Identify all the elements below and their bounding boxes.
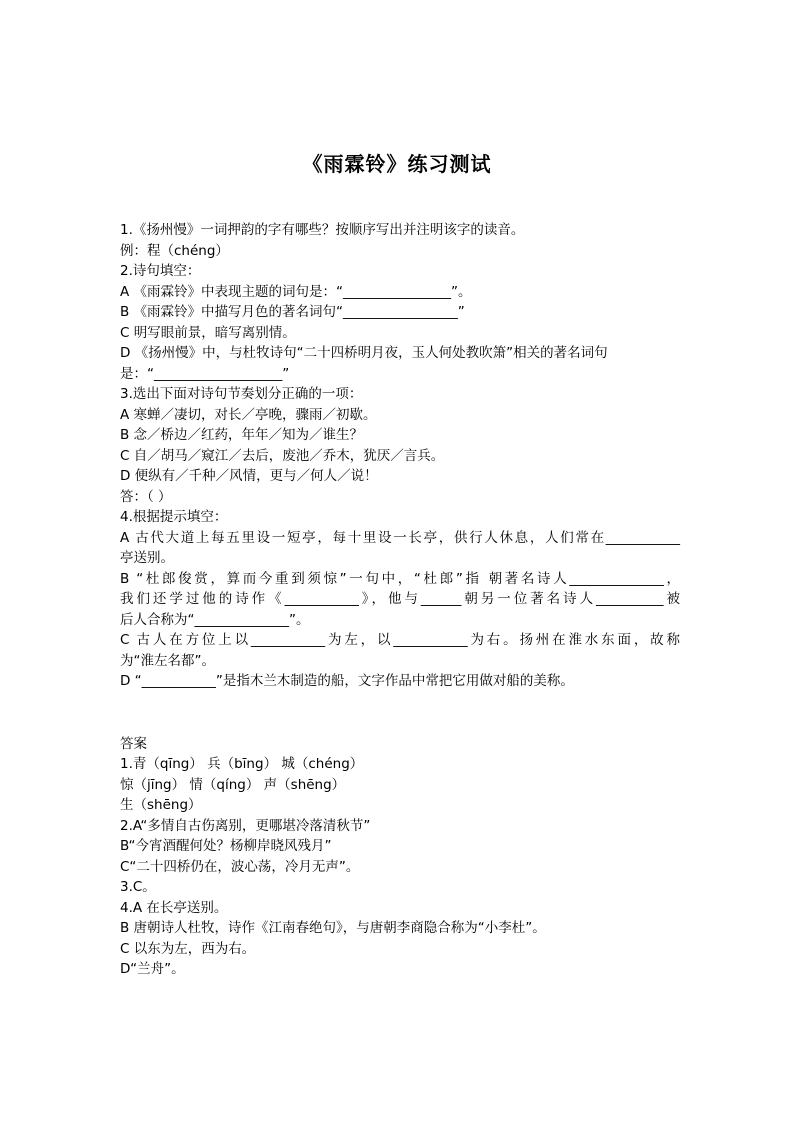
question-2-c: C 明写眼前景，暗写离别情。 [120, 324, 296, 341]
question-2-a: A 《雨霖铃》中表现主题的词句是：“________________”。 [120, 283, 472, 300]
question-3-answer: 答：（ ） [120, 488, 172, 505]
question-3-d: D 便纵有／千种／风情，更与／何人／说！ [120, 468, 378, 484]
question-3-b: B 念／桥边／红药，年年／知为／谁生？ [120, 427, 364, 443]
answer-4-c: C 以东为左，西为右。 [120, 940, 256, 957]
answer-4-b: B 唐朝诗人杜牧，诗作《江南春绝句》，与唐朝李商隐合称为“小李杜”。 [120, 920, 546, 936]
question-4: 4.根据提示填空： [120, 509, 228, 525]
answer-4-a: 4.A 在长亭送别。 [120, 899, 228, 916]
answer-4-d: D“兰舟”。 [120, 961, 185, 977]
section-spacer [120, 692, 680, 734]
answer-1-line-1: 1.青（qīng） 兵（bīng） 城（chéng） [120, 756, 364, 772]
answer-1-line-3: 生（shēng） [120, 797, 202, 813]
question-4-c-line-2: 为“淮左名都”。 [120, 652, 215, 669]
question-4-a-line-1: A 古代大道上每五里设一短亭，每十里设一长亭，供行人休息，人们常在___________ [120, 529, 680, 546]
question-3-a: A 寒蝉／凄切，对长／亭晚，骤雨／初歇。 [120, 406, 377, 423]
answer-2-c: C“二十四桥仍在，波心荡，冷月无声”。 [120, 858, 360, 875]
question-4-b-line-3: 后人合称为“______________”。 [120, 611, 310, 628]
question-2-b: B 《雨霖铃》中描写月色的著名词句“_________________” [120, 304, 465, 320]
question-2: 2.诗句填空： [120, 263, 201, 279]
question-4-c-line-1: C 古人在方位上以___________为左，以___________为右。扬州在淮水东面，故称 [120, 632, 680, 648]
answer-3: 3.C。 [120, 879, 156, 895]
question-4-b-line-1: B “杜郎俊赏，算而今重到须惊”一句中，“杜郎”指 朝著名诗人______________， [120, 570, 680, 587]
document-body [120, 220, 680, 980]
answer-2-a: 2.A“多情自古伤离别，更哪堪冷落清秋节” [120, 817, 371, 834]
question-1: 1.《扬州慢》一词押韵的字有哪些？按顺序写出并注明该字的读音。 [120, 222, 525, 238]
answer-1-line-2: 惊（jīng） 情（qíng） 声（shēng） [120, 776, 346, 793]
answer-2-b: B“今宵酒醒何处？杨柳岸晓风残月” [120, 838, 332, 854]
question-4-d: D “___________”是指木兰木制造的船，文字作品中常把它用做对船的美称。 [120, 673, 574, 689]
question-4-a-line-2: 亭送别。 [120, 550, 174, 566]
question-3: 3.选出下面对诗句节奏划分正确的一项： [120, 386, 363, 402]
page-title: 《雨霖铃》练习测试 [302, 152, 492, 176]
question-1-example: 例：程（chéng） [120, 242, 229, 259]
question-3-c: C 自／胡马／窥江／去后，废池／乔木，犹厌／言兵。 [120, 447, 445, 464]
answers-heading: 答案 [120, 735, 147, 752]
question-2-d: D 《扬州慢》中，与杜牧诗句“二十四桥明月夜，玉人何处教吹箫”相关的著名词句是：“___________________” [120, 345, 608, 382]
question-4-b-line-2: 我们还学过他的诗作《___________》，他与______朝另一位著名诗人__________被 [120, 591, 680, 607]
